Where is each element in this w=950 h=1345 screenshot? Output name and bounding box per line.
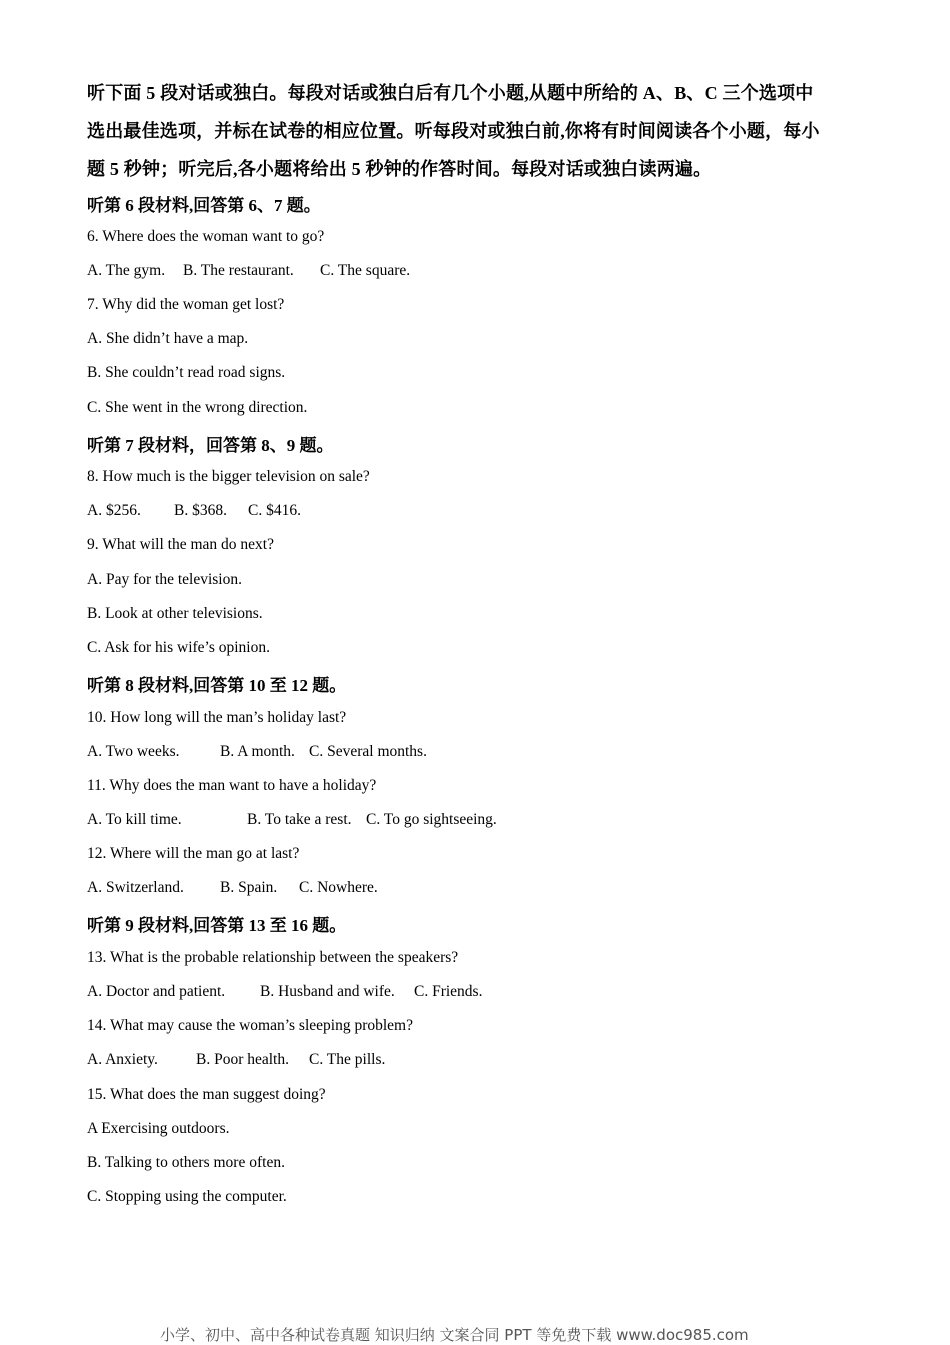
question-7-option-b: B. She couldn’t read road signs. — [87, 364, 286, 381]
question-7-option-a: A. She didn’t have a map. — [87, 330, 249, 347]
question-9-option-b: B. Look at other televisions. — [87, 605, 263, 622]
question-9-option-c: C. Ask for his wife’s opinion. — [87, 639, 270, 656]
question-15: 15. What does the man suggest doing? — [87, 1086, 326, 1103]
option-c: C. The pills. — [309, 1051, 386, 1068]
question-11: 11. Why does the man want to have a holiday? — [87, 777, 377, 794]
option-c: C. The square. — [320, 262, 411, 279]
option-a: A. Anxiety. — [87, 1051, 158, 1068]
instructions-line-2: 选出最佳选项，并标在试卷的相应位置。听每段对或独白前,你将有时间阅读各个小题，每小 — [87, 121, 820, 141]
instructions-line-1: 听下面 5 段对话或独白。每段对话或独白后有几个小题,从题中所给的 A、B、C 三个选项中 — [87, 83, 814, 103]
question-6: 6. Where does the woman want to go? — [87, 228, 325, 245]
question-15-option-a: A Exercising outdoors. — [87, 1120, 230, 1137]
question-8: 8. How much is the bigger television on sale? — [87, 468, 370, 485]
option-c: C. $416. — [248, 502, 301, 519]
option-c: C. Friends. — [414, 983, 483, 1000]
option-a: A. $256. — [87, 502, 141, 519]
option-b: B. Spain. — [220, 879, 278, 896]
option-a: A. The gym. — [87, 262, 166, 279]
option-a: A. Two weeks. — [87, 743, 180, 760]
option-a: A. Switzerland. — [87, 879, 184, 896]
section-heading-6: 听第 6 段材料,回答第 6、7 题。 — [87, 196, 321, 215]
page-footer: 小学、初中、高中各种试卷真题 知识归纳 文案合同 PPT 等免费下载 www.doc985.com — [160, 1326, 749, 1344]
option-a: A. To kill time. — [87, 811, 182, 828]
question-9: 9. What will the man do next? — [87, 536, 274, 553]
question-14: 14. What may cause the woman’s sleeping problem? — [87, 1017, 413, 1034]
question-13: 13. What is the probable relationship between the speakers? — [87, 949, 459, 966]
question-12: 12. Where will the man go at last? — [87, 845, 300, 862]
section-heading-8: 听第 8 段材料,回答第 10 至 12 题。 — [87, 676, 347, 695]
instructions-line-3: 题 5 秒钟；听完后,各小题将给出 5 秒钟的作答时间。每段对话或独白读两遍。 — [87, 159, 712, 179]
option-c: C. To go sightseeing. — [366, 811, 497, 828]
option-b: B. To take a rest. — [247, 811, 352, 828]
question-10: 10. How long will the man’s holiday last? — [87, 709, 347, 726]
option-c: C. Nowhere. — [299, 879, 378, 896]
option-b: B. The restaurant. — [183, 262, 294, 279]
question-9-option-a: A. Pay for the television. — [87, 571, 242, 588]
option-c: C. Several months. — [309, 743, 427, 760]
section-heading-9: 听第 9 段材料,回答第 13 至 16 题。 — [87, 916, 347, 935]
question-7: 7. Why did the woman get lost? — [87, 296, 285, 313]
question-15-option-c: C. Stopping using the computer. — [87, 1188, 287, 1205]
section-heading-7: 听第 7 段材料，回答第 8、9 题。 — [87, 436, 334, 455]
option-b: B. A month. — [220, 743, 295, 760]
option-a: A. Doctor and patient. — [87, 983, 226, 1000]
question-15-option-b: B. Talking to others more often. — [87, 1154, 285, 1171]
question-7-option-c: C. She went in the wrong direction. — [87, 399, 308, 416]
option-b: B. $368. — [174, 502, 227, 519]
option-b: B. Poor health. — [196, 1051, 289, 1068]
option-b: B. Husband and wife. — [260, 983, 395, 1000]
